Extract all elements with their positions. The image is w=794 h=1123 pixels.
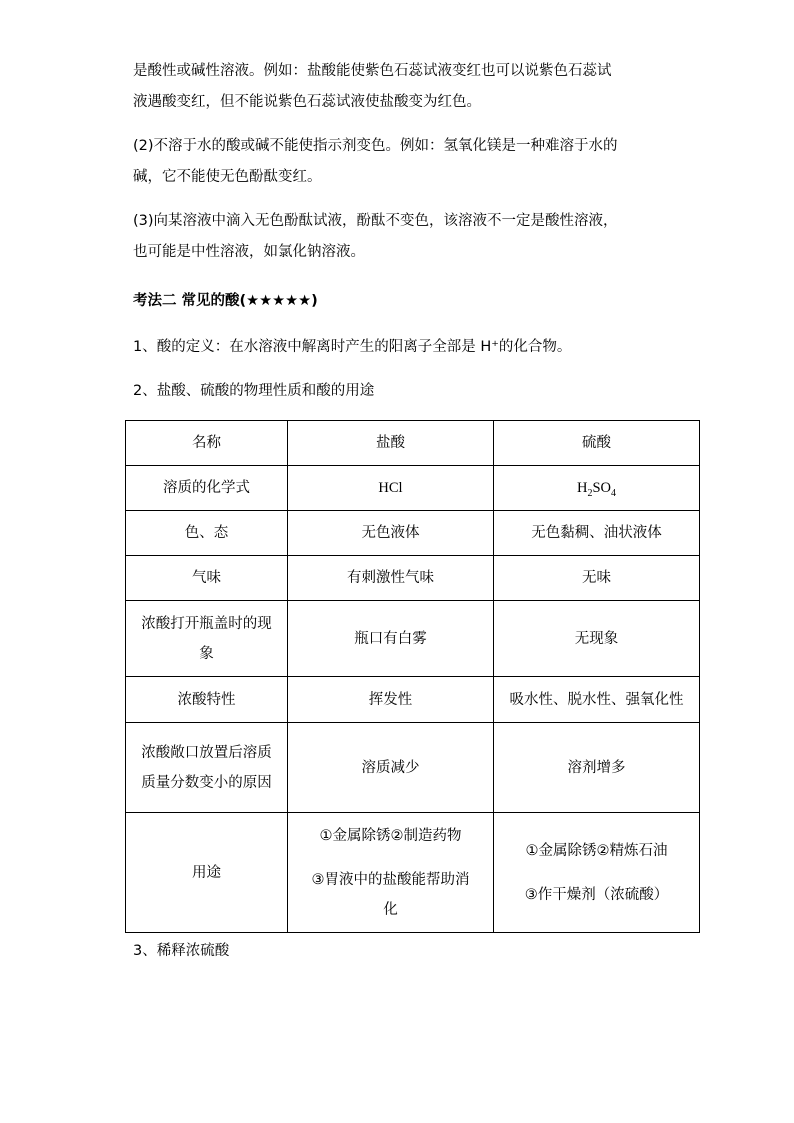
uses-line: 化 <box>383 901 398 918</box>
row-label: 用途 <box>126 813 288 933</box>
row-label <box>126 723 288 813</box>
row-label-line: 浓酸敞口放置后溶质 <box>141 744 272 761</box>
line-gap <box>292 851 489 865</box>
row-label: 溶质的化学式 <box>126 466 288 511</box>
text-line: 也可能是中性溶液，如氯化钠溶液。 <box>133 244 365 260</box>
row-label-line: 浓酸打开瓶盖时的现 <box>141 615 272 632</box>
table-cell: 无色黏稠、油状液体 <box>494 511 700 556</box>
text-line: 液遇酸变红，但不能说紫色石蕊试液使盐酸变为红色。 <box>133 94 481 110</box>
row-label: 气味 <box>126 556 288 601</box>
table-header-row <box>126 421 700 466</box>
h2so4-uses-cell <box>494 813 700 933</box>
formula-part: SO <box>592 480 612 496</box>
table-cell: 有刺激性气味 <box>288 556 494 601</box>
formula-part: H <box>576 480 588 496</box>
h2so4-formula <box>494 466 700 511</box>
uses-line: ③作干燥剂（浓硫酸） <box>524 886 669 903</box>
table-cell: 无色液体 <box>288 511 494 556</box>
text-line: 是酸性或碱性溶液。例如：盐酸能使紫色石蕊试液变红也可以说紫色石蕊试 <box>133 63 612 79</box>
text-line: (3)向某溶液中滴入无色酚酞试液，酚酞不变色，该溶液不一定是酸性溶液， <box>133 213 618 229</box>
text-line: 1、酸的定义：在水溶液中解离时产生的阳离子全部是 H⁺的化合物。 <box>133 339 572 355</box>
formula-subscript: 2 <box>587 487 593 499</box>
uses-line: ③胃液中的盐酸能帮助消 <box>311 871 470 888</box>
table-row <box>126 601 700 677</box>
table-header-cell: 盐酸 <box>288 421 494 466</box>
text-line: 3、稀释浓硫酸 <box>133 943 230 959</box>
table-cell: 溶剂增多 <box>494 723 700 813</box>
table-row <box>126 723 700 813</box>
table-row <box>126 677 700 723</box>
hcl-uses-cell <box>288 813 494 933</box>
table-cell: 吸水性、脱水性、强氧化性 <box>494 677 700 723</box>
table-caption <box>133 376 693 407</box>
table-row <box>126 556 700 601</box>
section-heading <box>133 286 693 317</box>
section-heading-text: 考法二 常见的酸(★★★★★) <box>133 293 318 309</box>
table-cell: 挥发性 <box>288 677 494 723</box>
row-label <box>126 601 288 677</box>
row-label-line: 象 <box>199 645 214 662</box>
acid-properties-table <box>125 420 700 933</box>
text-line: 2、盐酸、硫酸的物理性质和酸的用途 <box>133 383 375 399</box>
row-label: 色、态 <box>126 511 288 556</box>
table-cell: 瓶口有白雾 <box>288 601 494 677</box>
hcl-formula: HCl <box>288 466 494 511</box>
formula-subscript: 4 <box>611 487 617 499</box>
table-row <box>126 466 700 511</box>
text-line: (2)不溶于水的酸或碱不能使指示剂变色。例如：氢氧化镁是一种难溶于水的 <box>133 138 618 154</box>
table-header-cell: 名称 <box>126 421 288 466</box>
line-gap <box>498 866 695 880</box>
table-header-cell: 硫酸 <box>494 421 700 466</box>
table-row <box>126 813 700 933</box>
paragraph-phenolphthalein-note <box>133 206 693 268</box>
paragraph-insoluble-note <box>133 131 693 193</box>
dilution-item <box>133 936 693 967</box>
paragraph-indicator-example <box>133 56 693 118</box>
row-label: 浓酸特性 <box>126 677 288 723</box>
row-label-line: 质量分数变小的原因 <box>141 774 272 791</box>
table-row <box>126 511 700 556</box>
table-cell: 无味 <box>494 556 700 601</box>
uses-line: ①金属除锈②制造药物 <box>319 827 462 844</box>
text-line: 碱，它不能使无色酚酞变红。 <box>133 169 322 185</box>
table-cell: 无现象 <box>494 601 700 677</box>
acid-definition <box>133 332 693 363</box>
table-cell: 溶质减少 <box>288 723 494 813</box>
uses-line: ①金属除锈②精炼石油 <box>525 842 668 859</box>
